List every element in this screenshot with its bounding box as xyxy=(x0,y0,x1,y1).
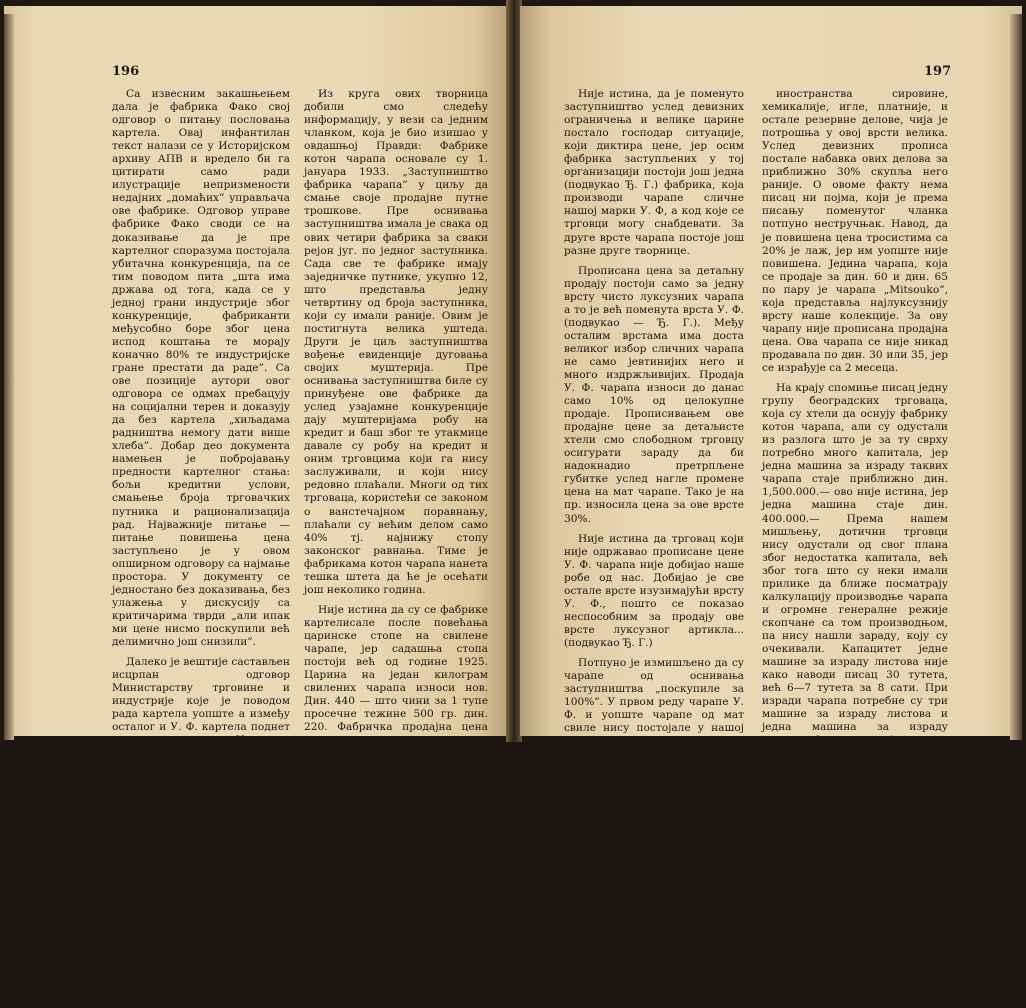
paragraph: Прописана цена за детаљну продају постоји само за једну врсту чисто луксузних чарапа а то је већ поменута врста У. Ф. (подвукао — Ђ. Г.). Међу осталим врстама има доста великог избор сличних чарапа не само јевтинијих него и много издржљивијих. Продаја У. Ф. чарапа износи до данас само 10% од целокупне продаје. Прописивањем ове продајне цене за детаљисте хтели смо слободном трговцу осигурати зараду да би надокнадио претрпљене губитке услед нагле промене цена на мат чарапе. Тако је на пр. износила цена за ове врсте 30%. xyxy=(564,264,744,525)
paragraph: Није истина да трговац који није одржавао прописане цене У. Ф. чарапа није добијао наше робе од нас. Добијао је све остале врсте изузимајући врсту У. Ф., пошто се показао неспособним за продају ове врсте луксузног артикла... (подвукао Ђ. Г.) xyxy=(564,532,744,649)
page-edge-left xyxy=(4,14,14,740)
paragraph: Није истина, да је поменуто заступништво услед девизних ограничења и велике царине постало господар ситуације, који диктира цене, јер осим фабрика заступљених у тој организацији постоји још једна (подвукао Ђ. Г.) фабрика, која производи чарапе сличне нашој марки У. Ф, а код које се трговци могу снабдевати. За друге врсте чарапа постоје још разне друге творнице. xyxy=(564,88,744,257)
left-page xyxy=(4,6,508,1008)
paragraph: Није истина да су се фабрике картелисале после повећања царинске стопе на свилене чарапе, јер садашња стопа постоји већ од године 1925. Царина на један килограм свилених чарапа износи нов. Дин. 440 — што чини за 1 тупе просечне тежине 500 гр. дин. 220. Фабричка продајна цена чарапа квалитета сличног нашој марки У. Ф. износи у Немачкој Р. М. 16.— тј. 281.50 дин. Додавши царину од 220 дин. добијамо цену од Динара 501.50, док је просечна цена наших чарапа 336 дин. Из овога се види да је наша царина искоришћена само са Дин. 55, што износи 12,50% од царинске заштите. xyxy=(304,603,488,877)
left-column-2 xyxy=(304,88,488,878)
page-number-left: 196 xyxy=(112,64,140,79)
paragraph: На крају спомиње писац једну групу београдских трговаца, која су хтели да оснују фабрику котон чарапа, али су одустали из разлога што је за ту сврху потребно много капитала, јер једна машина за израду таквих чарапа стаје приближно дин. 1,500.000.— ово није истина, јер једна машина стаје дин. 400.000.— Према нашем мишљењу, дотични трговци нису одустали од свог плана због недостатка капитала, већ због тога што су неки имали прилике да ближе посматрају калкулацију производње чарапа и огромне генералне режије скопчане са том производњом, па нису нашли зараду, коју су очекивали. Капацитет једне машине за израду листова није како наводи писац 30 тутета, већ 6—7 тутета за 8 сати. При изради чарапа потребне су три машине за израду листова и једна машина за израду стопала. Оваквих серија машина има у Југославији приближно 17 и њихов капацитет је наравно већи него двоструко од потражње свилених чарапа. xyxy=(762,382,948,799)
right-page xyxy=(520,6,1022,930)
paragraph: На крају напомињемо да је према нашем мишљењу, заступништво фабрика чарапа донело у првом реду користи потрошачима, јер води строги технички надзор над израдом чарапа и материјала који се за израду употреб- xyxy=(762,806,948,910)
paragraph: Потпуно је измишљено да су чарапе од оснивања заступништва „поскупиле за 100%”. У првом реду чарапе У. Ф. и уопште чарапе од мат свиле нису постојале у нашој држави пре оснивања заступништва. У другом реду цене неких врста су се снизиле као на пр. врсти „Yo-Yo” „MOVA”. Цене њених врста незнатно су повишене и то из следећих разлога: прво, због 10% луксузног и 3,40% скупног пореза које фабрике морају плаћати, а исто тако и своим муштеријама урачунавати. Луксузни порез урачунавају у пуној свотн док скупни порез само са 3%. Домаће фабрике морају набављати из xyxy=(564,656,744,930)
right-column-2 xyxy=(762,88,948,911)
page-edge-right xyxy=(1010,14,1022,740)
left-column-1 xyxy=(112,88,290,1008)
page-number-right: 197 xyxy=(924,64,952,79)
paragraph: иностранства сировине, хемикалије, игле, платније, и остале резервне делове, чија је потрошња у овој врсти велика. Услед девизних прописа постале набавка ових делова за приближно 30% скупља него раније. О овоме факту нема писац ни појма, који је према писању поменутог чланка потпуно нестручњак. Навод, да је повишена цена тросистима са 20% је лаж, јер им уопште није повишена. Једина чарапа, која се продаје за дин. 60 и дин. 65 по пару је чарапа „Mitsouko”, која представља најлуксузнију врсту наше колекције. За ову чарапу није прописана продајна цена. Ова чарапа се није никад продавала по дин. 30 или 35, јер се израђује са 2 месеца. xyxy=(762,88,948,374)
paragraph: Далеко је вештије састављен исцрпан одговор Министарству трговине и индустрије које је поводом рада картела уопште а између осталог и У. Ф. картела поднет од стране Централе индустријских корпорација. Из тог исцрпног материјала цитирамо само оне делове који се односе на индустрију трикотаже: „На основу извршене анкете у октобру, новембру 1933. год. дознали смо да у тој грани индустрије постоји само споразум између четири фабрике свилених чарапа које раде са тзв. Котон-машинама... Постојећи споразум односи се дакле само на луксузну робу. Пре овог споразума постојао је такав хаос на тржишту да су цене и продајне кондиције биле сатеране на минимум, те су чарапе продаване испод цене коштања. xyxy=(112,656,290,1008)
right-column-1 xyxy=(564,88,744,931)
paragraph: Са извесним закашњењем дала је фабрика Фако свој одговор о питању пословања картела. Овај инфантилан текст налази се у Историјском архиву АПВ и вредело би га цитирати само ради илустрације непризмености недајних „домаћих” управљача ове фабрике. Одговор управе фабрике Фако своди се на доказивање да је пре картелног споразума постојала убитачна конкуренција, па се тим поводом пита „шта има држава од тога, када се у једној грани индустрије због конкуренције, фабриканти међусобно боре због цена испод коштања те морају коначно 80% те индустријске гране престати да раде”. Са ове позиције аутори овог одговора се одмах пребацују на социјални терен и доказују да без картела „хиљадама радништва немогу дати више хлеба”. Добар део документа намењен је побројавању предности картелног стања: бољи кредитни услови, смањење броја трговачких путника и рационализација рад. Најважније питање — питање повишења цена заступљено је у овом опширном одговору са најмање простора. У документу се једностано без доказивања, без улажења у дискусију са критичарима тврди „али ипак ми цене нисмо поскупили већ делимично још снизили”. xyxy=(112,88,290,648)
paragraph: Из круга ових творница добили смо следећу информацију, у вези са једним чланком, која је био изишао у овдашњој Правди: Фабрике котон чарапа основале су 1. јануара 1933. „Заступништво фабрика чарапа” у циљу да смање своје продајне путне трошкове. Пре оснивања заступништва имала је свака од ових четири фабрика за сваки рејон југ. по једног заступника. Сада све те фабрике имају заједничке путнике, укупно 12, што представља једну четвртину од броја заступника, који су имали раније. Овим је постигнута велика уштеда. Други је циљ заступништва вођење евиденције дуговања својих муштерија. Пре оснивања заступништва биле су принуђене ове фабрике да услед узајамне конкуренције дају муштеријама робу на кредит и баш због те утакмице давале су робу на кредит и оним трговцима који га нису заслуживали, и који нису редовно плаћали. Многи од тих трговаца, користећи се законом о ванстечајном поравнању, плаћали су већим делом само 40% тј. најнижу стопу законског равнања. Тиме је фабрикама котон чарапа нанета тешка штета да ће је осећати још неколико година. xyxy=(304,88,488,596)
